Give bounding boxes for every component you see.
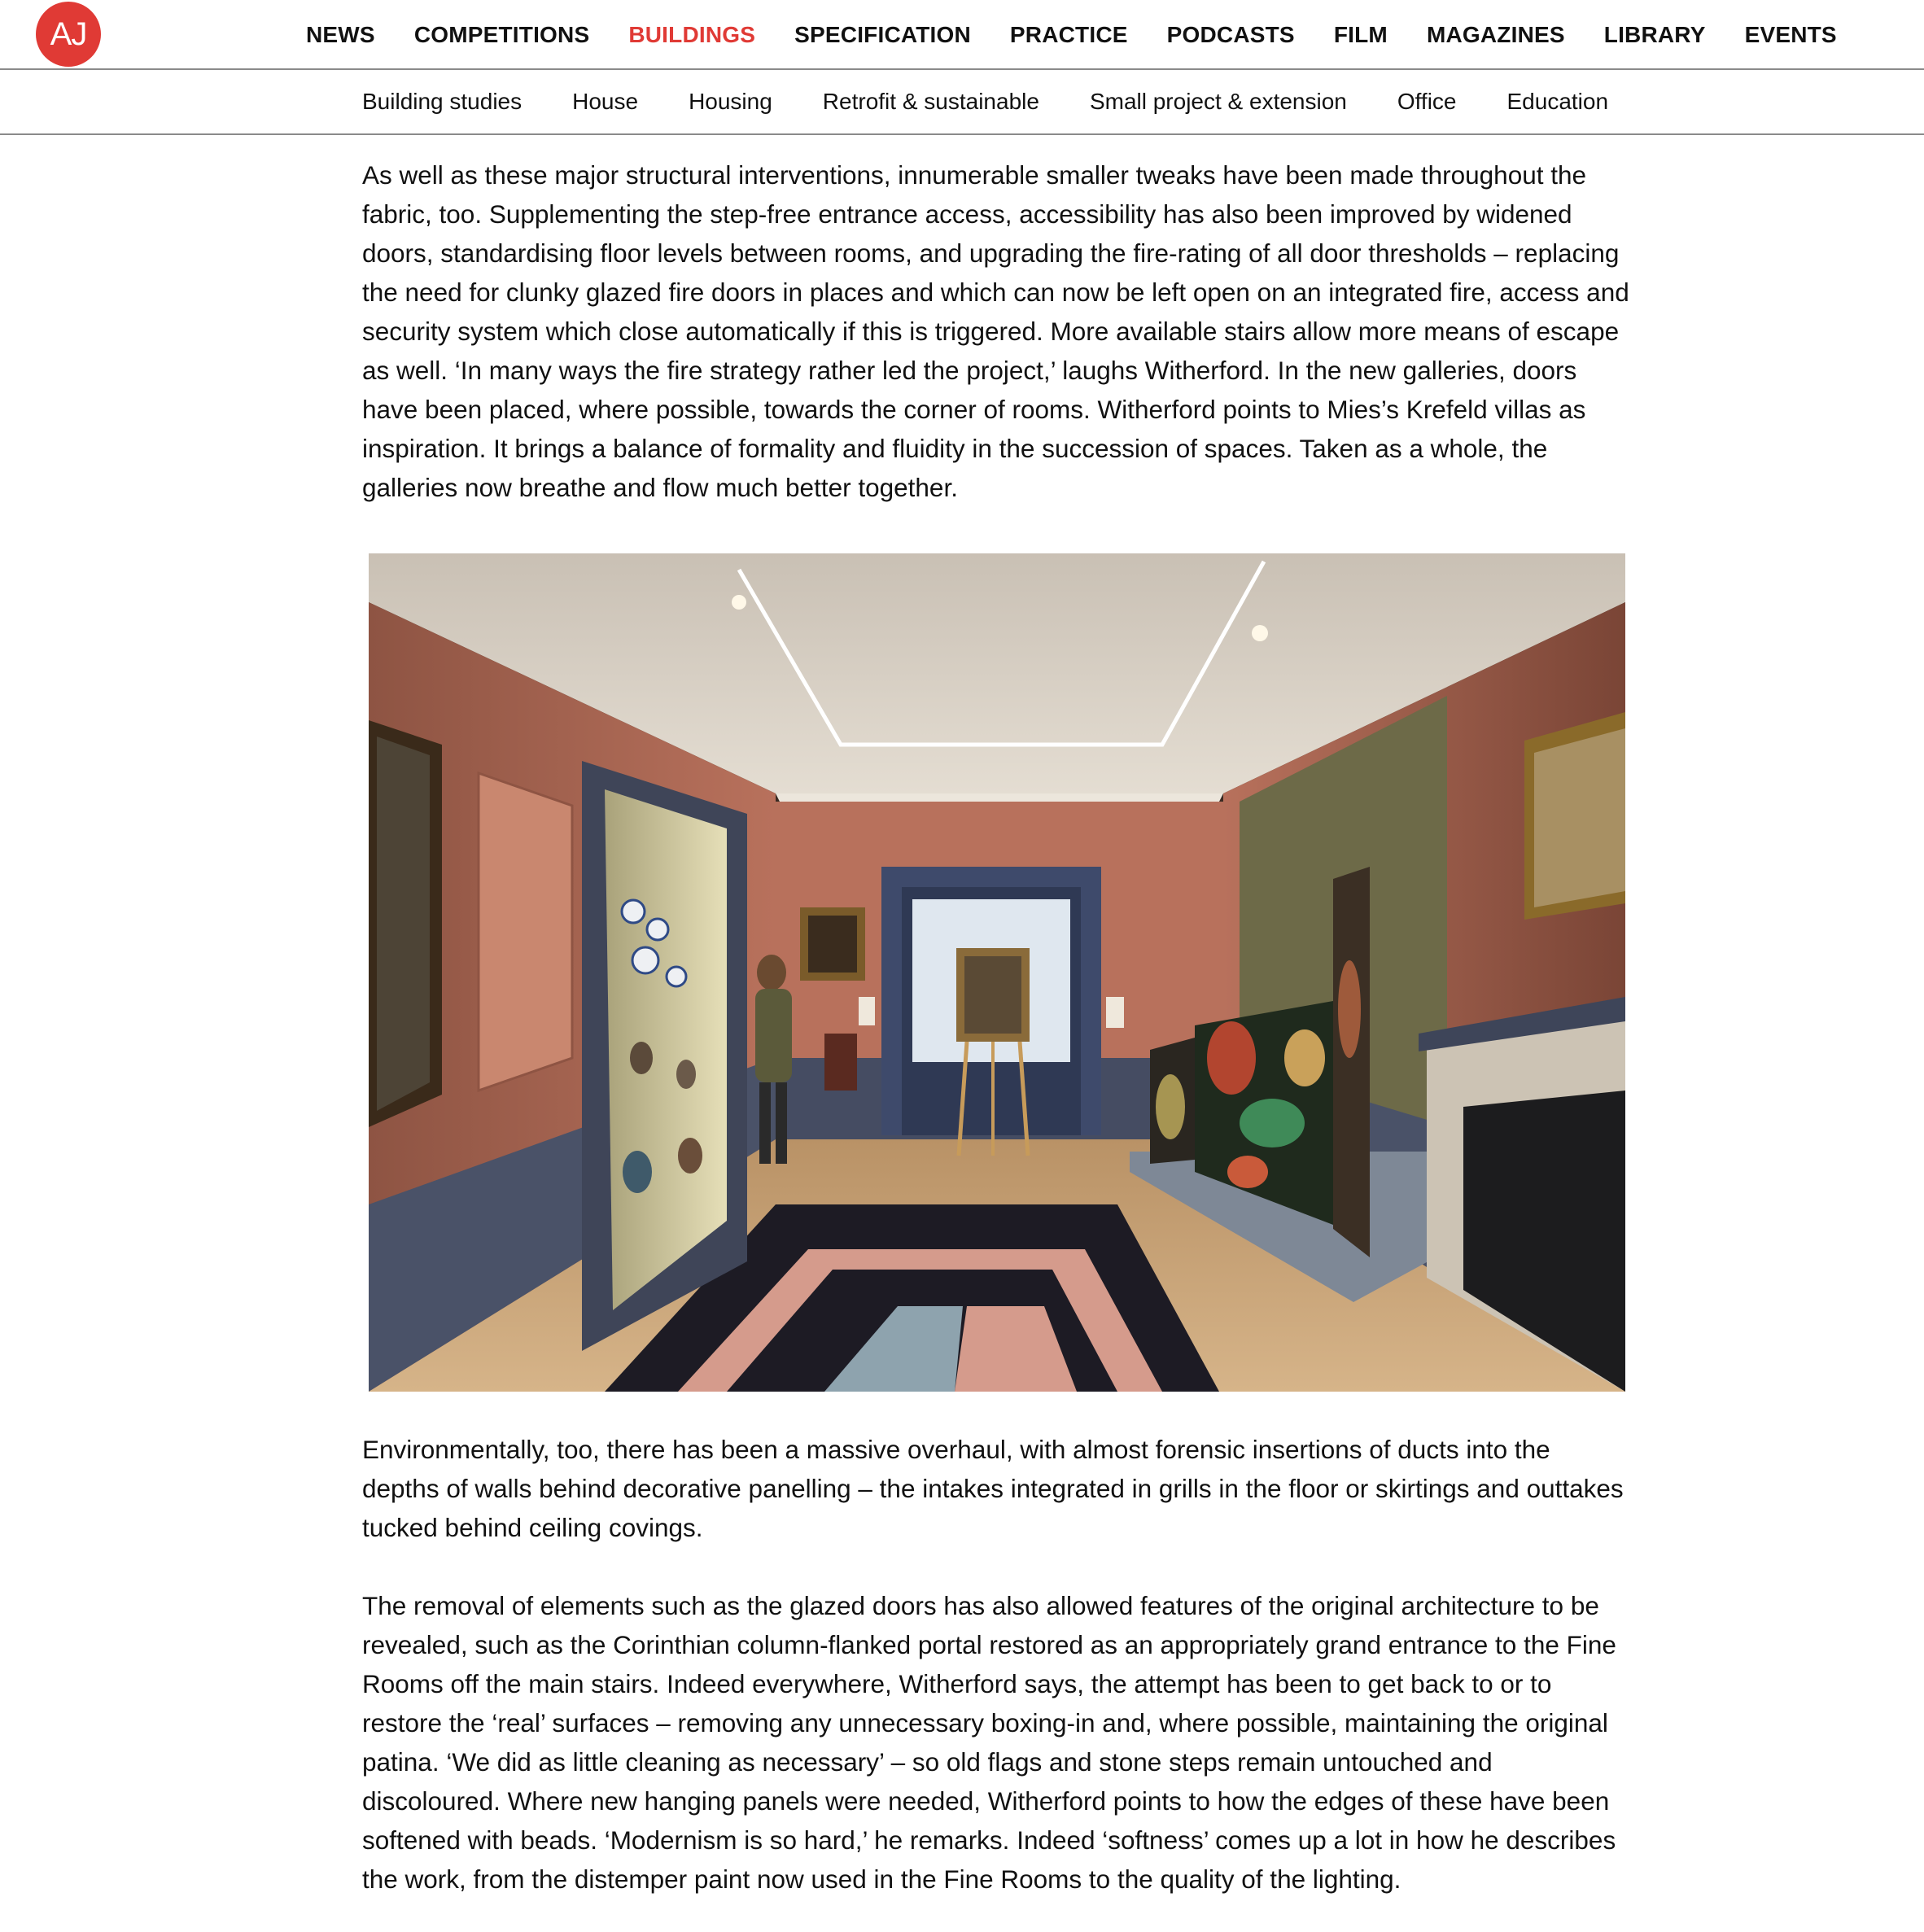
main-nav xyxy=(306,0,1837,70)
nav-item-news[interactable]: NEWS xyxy=(306,22,375,47)
subnav-item-house[interactable]: House xyxy=(572,89,639,114)
top-navigation-bar xyxy=(0,0,1924,70)
article-paragraph: The removal of elements such as the glazed doors has also allowed features of the original architecture to be revealed, such as the Corinthian column-flanked portal restored as an appropriately grand entrance to the Fine Rooms off the main stairs. Indeed everywhere, Witherford says, the attempt has been to get back to or to restore the ‘real’ surfaces – removing any unnecessary boxing-in and, where possible, maintaining the original patina. ‘We did as little cleaning as necessary’ – so old flags and stone steps remain untouched and discoloured. Where new hanging panels were needed, Witherford points to how the edges of these have been softened with beads. ‘Modernism is so hard,’ he remarks. Indeed ‘softness’ comes up a lot in how he describes the work, from the distemper paint now used in the Fine Rooms to the quality of the lighting. xyxy=(362,1591,1616,1894)
nav-item-library[interactable]: LIBRARY xyxy=(1603,22,1706,47)
nav-item-podcasts[interactable]: PODCASTS xyxy=(1166,22,1295,47)
nav-item-competitions[interactable]: COMPETITIONS xyxy=(413,22,590,47)
subnav-item-office[interactable]: Office xyxy=(1397,89,1457,114)
gallery-photo[interactable] xyxy=(369,553,1625,1392)
nav-item-film[interactable]: FILM xyxy=(1333,22,1388,47)
nav-item-events[interactable]: EVENTS xyxy=(1744,22,1837,47)
nav-item-specification[interactable]: SPECIFICATION xyxy=(794,22,971,47)
gallery-room-illustration xyxy=(369,553,1625,1392)
article-paragraph: Environmentally, too, there has been a massive overhaul, with almost forensic insertions of ducts into the depths of walls behind decorative panelling – the intakes integrated in grills in the floor or skirtings and outtakes tucked behind ceiling covings. xyxy=(362,1435,1624,1542)
sub-navigation-bar xyxy=(0,70,1924,135)
subnav-item-building-studies[interactable]: Building studies xyxy=(362,89,523,114)
subnav-item-education[interactable]: Education xyxy=(1506,89,1609,114)
aj-logo[interactable]: AJ xyxy=(36,2,101,67)
article-paragraph: As well as these major structural interventions, innumerable smaller tweaks have been made throughout the fabric, too. Supplementing the step-free entrance access, accessibility has also been improved by widened doors, standardising floor levels between rooms, and upgrading the fire-rating of all door thresholds – replacing the need for clunky glazed fire doors in places and which can now be left open on an integrated fire, access and security system which close automatically if this is triggered. More available stairs allow more means of escape as well. ‘In many ways the fire strategy rather led the project,’ laughs Witherford. In the new galleries, doors have been placed, where possible, towards the corner of rooms. Witherford points to Mies’s Krefeld villas as inspiration. It brings a balance of formality and fluidity in the succession of spaces. Taken as a whole, the galleries now breathe and flow much better together. xyxy=(362,160,1629,502)
subnav-item-housing[interactable]: Housing xyxy=(689,89,772,114)
nav-item-practice[interactable]: PRACTICE xyxy=(1009,22,1128,47)
subnav-item-small-project-extension[interactable]: Small project & extension xyxy=(1089,89,1347,114)
sub-nav xyxy=(362,70,1608,133)
nav-item-magazines[interactable]: MAGAZINES xyxy=(1426,22,1565,47)
nav-item-buildings[interactable]: BUILDINGS xyxy=(628,22,756,47)
subnav-item-retrofit-sustainable[interactable]: Retrofit & sustainable xyxy=(822,89,1039,114)
